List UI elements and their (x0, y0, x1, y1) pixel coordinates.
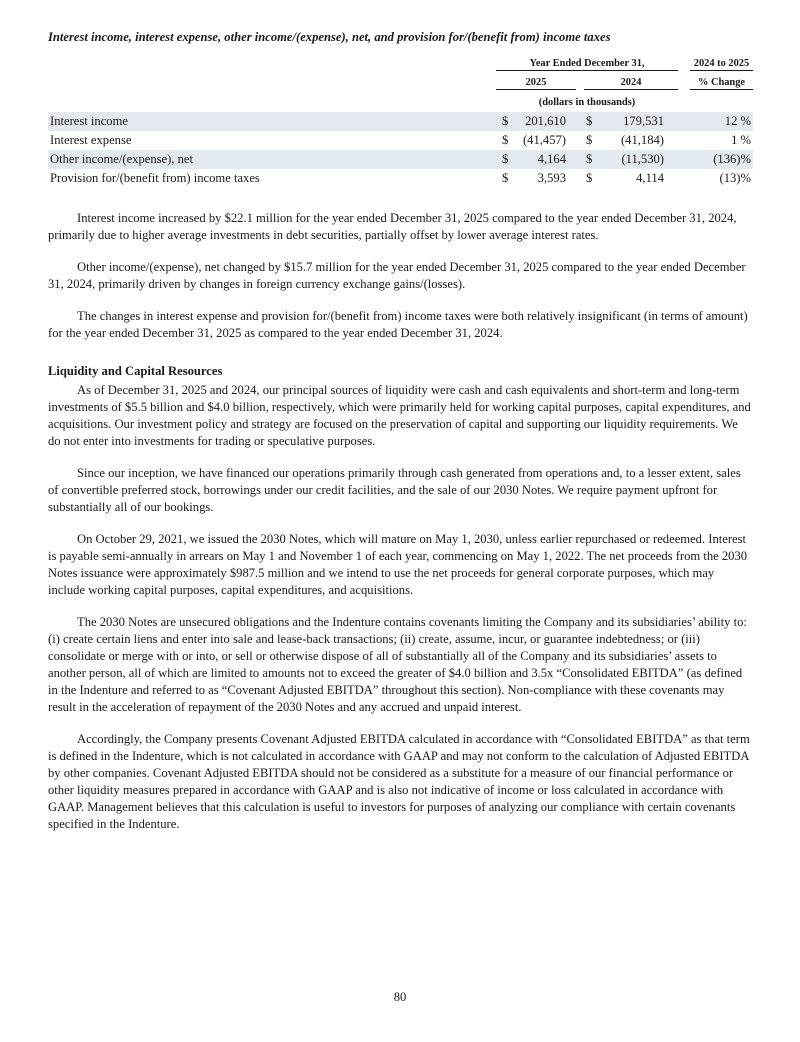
currency-2025: $ (496, 112, 518, 131)
currency-2024: $ (586, 171, 593, 185)
table-body (48, 112, 753, 188)
liquidity-paragraphs (48, 382, 753, 833)
units-label: (dollars in thousands) (538, 97, 636, 108)
body-paragraph: Since our inception, we have financed our operations primarily through cash generated from operations and, to a lesser extent, sales of convertible preferred stock, borrowings under our credit facilities, and the sale of our 2030 Notes. We require payment upfront for substantially all of our bookings. (48, 466, 741, 514)
row-label: Interest income (48, 112, 496, 131)
value-2024: (11,530) (600, 150, 678, 169)
value-2024: 179,531 (600, 112, 678, 131)
table-row (48, 131, 753, 150)
body-paragraph: The changes in interest expense and provision for/(benefit from) income taxes were both relatively insignificant (in terms of amount) for the year ended December 31, 2025 as compared to the year ended December 31, 2024. (48, 309, 748, 340)
table-units-row (48, 93, 753, 112)
row-label: Provision for/(benefit from) income taxes (50, 171, 260, 185)
body-paragraph: On October 29, 2021, we issued the 2030 Notes, which will mature on May 1, 2030, unless earlier repurchased or redeemed. Interest is payable semi-annually in arrears on May 1 and November 1 of each year, commencing on May 1, 2022. The net proceeds from the 2030 Notes issuance were approximately $987.5 million and we intend to use the net proceeds for general corporate purposes, which may include working capital purposes, capital expenditures, and acquisitions. (48, 532, 748, 597)
column-2025: 2025 (496, 74, 580, 93)
currency-2025: $ (496, 150, 518, 169)
currency-2024: $ (580, 112, 600, 131)
percent-change: (136)% (678, 150, 753, 169)
value-2025: 201,610 (518, 112, 580, 131)
percent-change: 12 % (678, 112, 753, 131)
table-row (48, 112, 753, 131)
interest-paragraphs (48, 210, 753, 342)
value-2025: 3,593 (537, 171, 566, 185)
income-table (48, 55, 753, 188)
table-header-group (48, 55, 753, 74)
body-paragraph: Interest income increased by $22.1 million for the year ended December 31, 2025 compared to the year ended December 31, 2024, primarily due to higher average investments in debt securities, partially offset by lower average interest rates. (48, 211, 737, 242)
page-number: 80 (393, 990, 407, 1004)
change-period-header: 2024 to 2025 (678, 55, 753, 74)
document-page (48, 30, 753, 848)
currency-2025: $ (502, 171, 509, 185)
percent-change: (13)% (719, 171, 751, 185)
body-paragraph: Accordingly, the Company presents Covenant Adjusted EBITDA calculated in accordance with “Consolidated EBITDA” as that term is defined in the Indenture, which is not calculated in accordance with GAAP and may not conform to the calculation of Adjusted EBITDA by other companies. Covenant Adjusted EBITDA should not be considered as a substitute for a measure of our financial performance or other liquidity measures prepared in accordance with GAAP and is also not indicative of income or loss calculated in accordance with GAAP. Management believes that this calculation is useful to investors for purposes of analyzing our compliance with certain covenants specified in the Indenture. (48, 732, 750, 831)
section-title: Interest income, interest expense, other income/(expense), net, and provision for/(benefit from) income taxes (48, 30, 611, 44)
table-header-columns (48, 74, 753, 93)
year-ended-header: Year Ended December 31, (496, 55, 678, 74)
value-2025: (41,457) (522, 133, 566, 147)
body-paragraph: Other income/(expense), net changed by $15.7 million for the year ended December 31, 2025 compared to the year ended December 31, 2024, primarily driven by changes in foreign currency exchange gains/(losses). (48, 260, 746, 291)
table-row (48, 169, 753, 188)
value-2025: 4,164 (518, 150, 580, 169)
value-2024: (41,184) (620, 133, 664, 147)
column-change: % Change (678, 74, 753, 93)
currency-2024: $ (586, 133, 593, 147)
row-label: Interest expense (50, 133, 132, 147)
table-row (48, 150, 753, 169)
row-label: Other income/(expense), net (48, 150, 496, 169)
body-paragraph: The 2030 Notes are unsecured obligations and the Indenture contains covenants limiting the Company and its subsidiaries’ ability to: (i) create certain liens and enter into sale and lease-back transactions; (ii) create, assume, incur, or guarantee indebtedness; or (iii) consolidate or merge with or into, or sell or otherwise dispose of all of substantially all of the Company and its subsidiaries’ assets to another person, all of which are limited to amounts not to exceed the greater of $4.0 billion and 3.5x “Consolidated EBITDA” (as defined in the Indenture and referred to as “Covenant Adjusted EBITDA” throughout this section). Non-compliance with these covenants may result in the acceleration of repayment of the 2030 Notes and any accrued and unpaid interest. (48, 615, 747, 714)
currency-2024: $ (580, 150, 600, 169)
currency-2025: $ (502, 133, 509, 147)
value-2024: 4,114 (636, 171, 664, 185)
liquidity-title: Liquidity and Capital Resources (48, 364, 223, 378)
percent-change: 1 % (731, 133, 751, 147)
body-paragraph: As of December 31, 2025 and 2024, our principal sources of liquidity were cash and cash equivalents and short-term and long-term investments of $5.5 billion and $4.0 billion, respectively, which were primarily held for working capital purposes, capital expenditures, and acquisitions. Our investment policy and strategy are focused on the preservation of capital and supporting our liquidity requirements. We do not enter into investments for trading or speculative purposes. (48, 383, 751, 448)
column-2024: 2024 (580, 74, 678, 93)
